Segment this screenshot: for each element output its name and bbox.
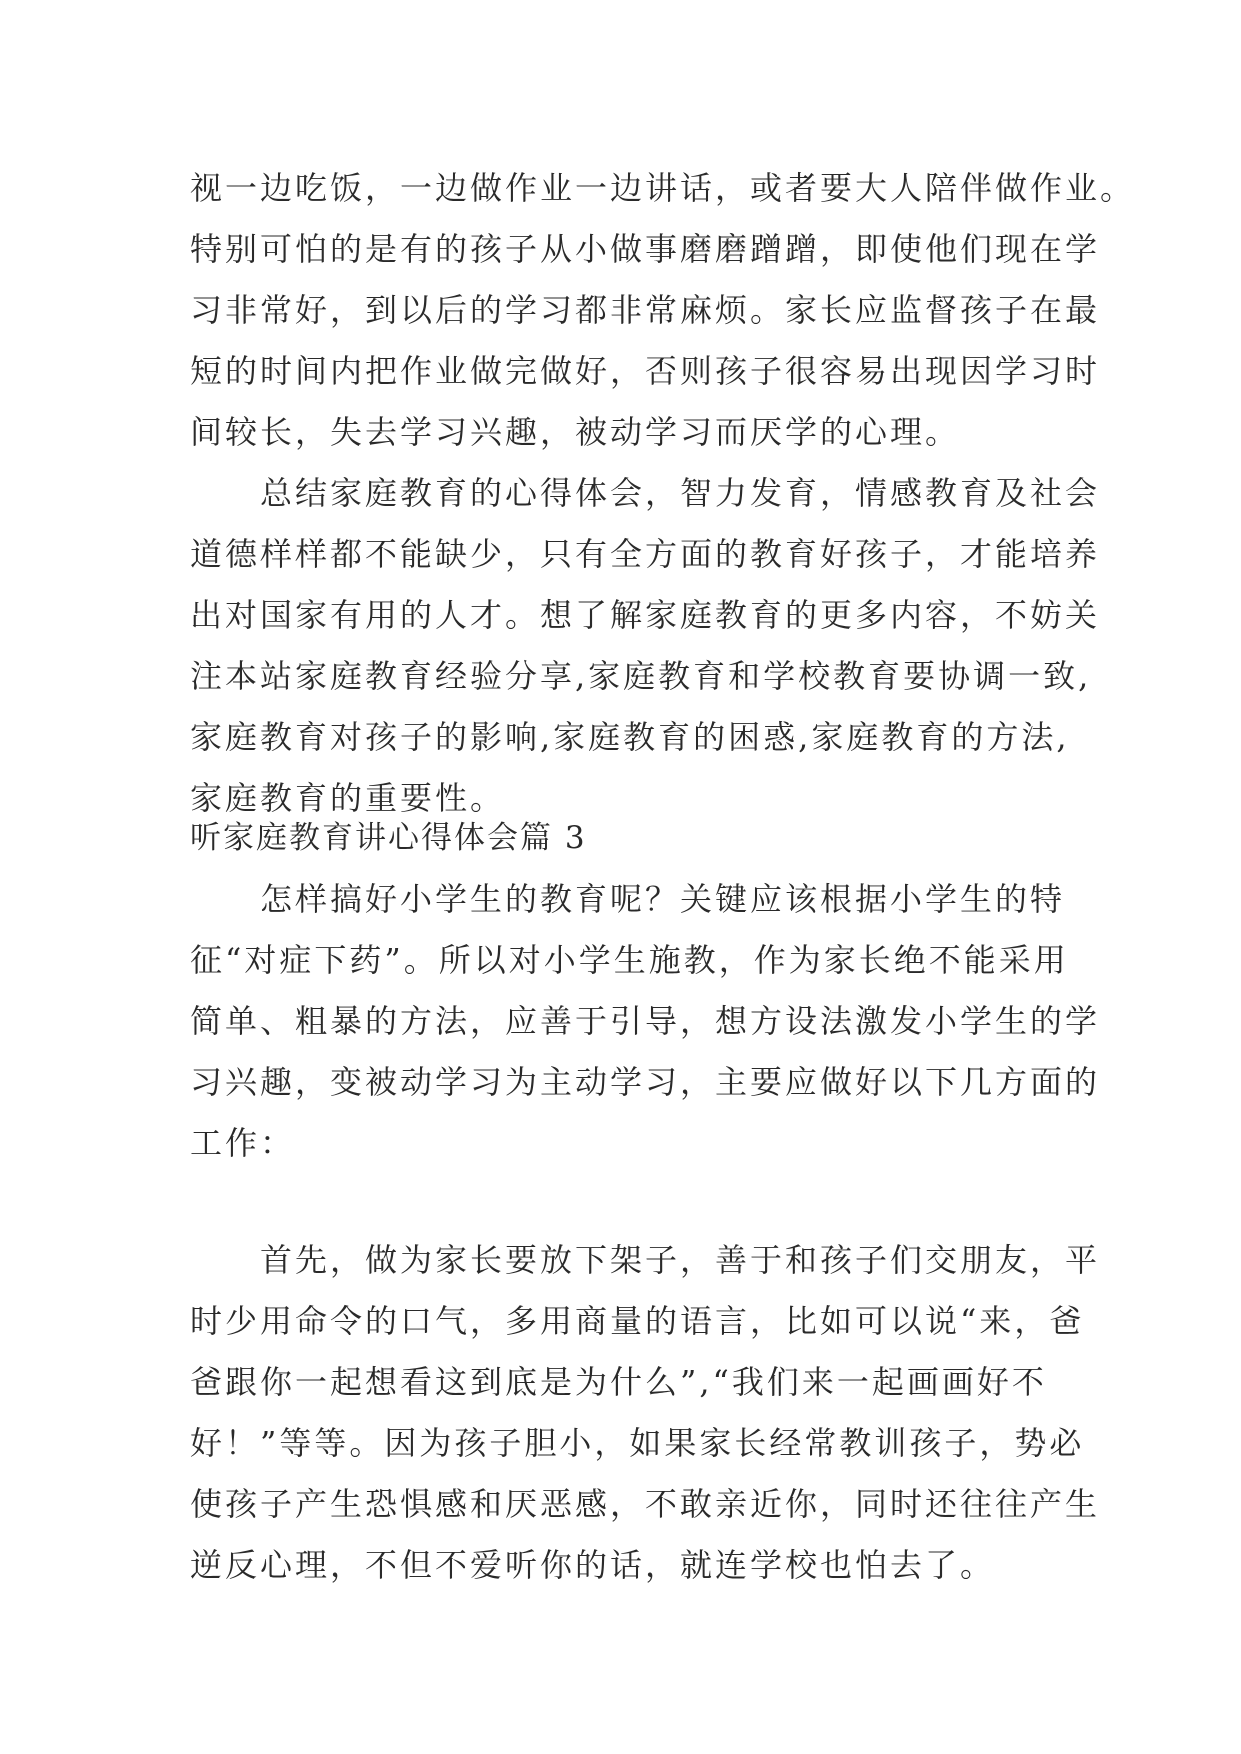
- text-line: 视一边吃饭，一边做作业一边讲话，或者要大人陪伴做作业。: [190, 169, 1136, 207]
- text-line: 间较长，失去学习兴趣，被动学习而厌学的心理。: [190, 413, 961, 451]
- text-line: 怎样搞好小学生的教育呢？关键应该根据小学生的特: [190, 880, 1066, 918]
- text-line: 征“对症下药”。所以对小学生施教，作为家长绝不能采用: [190, 941, 1069, 979]
- text-line: 注本站家庭教育经验分享,家庭教育和学校教育要协调一致,: [190, 657, 1092, 695]
- text-line: 特别可怕的是有的孩子从小做事磨磨蹭蹭，即使他们现在学: [190, 230, 1101, 268]
- text-line: 习兴趣，变被动学习为主动学习，主要应做好以下几方面的: [190, 1063, 1101, 1101]
- paragraph-2: [190, 463, 1101, 829]
- text-line: 时少用命令的口气，多用商量的语言，比如可以说“来，爸: [190, 1302, 1085, 1340]
- text-line: 总结家庭教育的心得体会，智力发育，情感教育及社会: [190, 474, 1101, 512]
- text-line: 道德样样都不能缺少，只有全方面的教育好孩子，才能培养: [190, 535, 1101, 573]
- text-line: 爸跟你一起想看这到底是为什么”,“我们来一起画画好不: [190, 1363, 1047, 1401]
- text-line: 逆反心理，不但不爱听你的话，就连学校也怕去了。: [190, 1546, 996, 1584]
- text-line: 首先，做为家长要放下架子，善于和孩子们交朋友，平: [190, 1241, 1101, 1279]
- text-line: 短的时间内把作业做完做好，否则孩子很容易出现因学习时: [190, 352, 1101, 390]
- text-line: 家庭教育对孩子的影响,家庭教育的困惑,家庭教育的方法,: [190, 718, 1070, 756]
- heading-text: 听家庭教育讲心得体会篇 3: [190, 820, 587, 856]
- text-line: 出对国家有用的人才。想了解家庭教育的更多内容，不妨关: [190, 596, 1101, 634]
- text-line: 家庭教育的重要性。: [190, 779, 506, 817]
- text-line: 简单、粗暴的方法，应善于引导，想方设法激发小学生的学: [190, 1002, 1101, 1040]
- paragraph-3: [190, 869, 1101, 1174]
- text-line: 使孩子产生恐惧感和厌恶感，不敢亲近你，同时还往往产生: [190, 1485, 1101, 1523]
- section-heading: [190, 808, 1050, 869]
- text-line: 工作：: [190, 1124, 296, 1162]
- text-line: 习非常好，到以后的学习都非常麻烦。家长应监督孩子在最: [190, 291, 1101, 329]
- paragraph-1: [190, 158, 1136, 463]
- text-line: 好！”等等。因为孩子胆小，如果家长经常教训孩子，势必: [190, 1424, 1085, 1462]
- paragraph-4: [190, 1230, 1101, 1596]
